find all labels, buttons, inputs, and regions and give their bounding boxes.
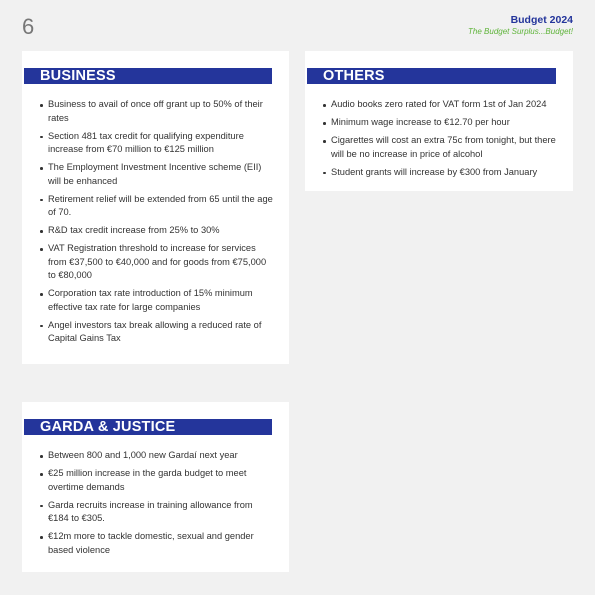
list-item: Section 481 tax credit for qualifying expenditure increase from €70 million to €125 million bbox=[40, 130, 273, 157]
list-item: Corporation tax rate introduction of 15% minimum effective tax rate for large companies bbox=[40, 287, 273, 314]
list-item: Business to avail of once off grant up to 50% of their rates bbox=[40, 98, 273, 125]
garda-justice-list bbox=[22, 449, 289, 557]
list-item: Between 800 and 1,000 new Gardaí next year bbox=[40, 449, 273, 463]
garda-justice-heading: GARDA & JUSTICE bbox=[24, 419, 272, 435]
others-list bbox=[305, 98, 573, 179]
list-item: Student grants will increase by €300 from January bbox=[323, 166, 557, 180]
list-item: Audio books zero rated for VAT form 1st of Jan 2024 bbox=[323, 98, 557, 112]
list-item: Minimum wage increase to €12.70 per hour bbox=[323, 116, 557, 130]
list-item: €25 million increase in the garda budget to meet overtime demands bbox=[40, 467, 273, 494]
garda-justice-card bbox=[22, 402, 289, 572]
list-item: VAT Registration threshold to increase for services from €37,500 to €40,000 and for goods from €75,000 to €80,000 bbox=[40, 242, 273, 283]
list-item: €12m more to tackle domestic, sexual and gender based violence bbox=[40, 530, 273, 557]
brand-tagline: The Budget Surplus...Budget! bbox=[468, 27, 573, 36]
business-list bbox=[22, 98, 289, 346]
page-number: 6 bbox=[22, 14, 35, 39]
business-heading: BUSINESS bbox=[24, 68, 272, 84]
list-item: Angel investors tax break allowing a reduced rate of Capital Gains Tax bbox=[40, 319, 273, 346]
list-item: R&D tax credit increase from 25% to 30% bbox=[40, 224, 273, 238]
brand-block bbox=[468, 14, 573, 37]
business-card bbox=[22, 51, 289, 364]
brand-title: Budget 2024 bbox=[510, 14, 573, 26]
list-item: Garda recruits increase in training allowance from €184 to €305. bbox=[40, 499, 273, 526]
others-card bbox=[305, 51, 573, 191]
list-item: Retirement relief will be extended from 65 until the age of 70. bbox=[40, 193, 273, 220]
others-heading: OTHERS bbox=[307, 68, 556, 84]
list-item: The Employment Investment Incentive scheme (EII) will be enhanced bbox=[40, 161, 273, 188]
list-item: Cigarettes will cost an extra 75c from tonight, but there will be no increase in price of alcohol bbox=[323, 134, 557, 161]
